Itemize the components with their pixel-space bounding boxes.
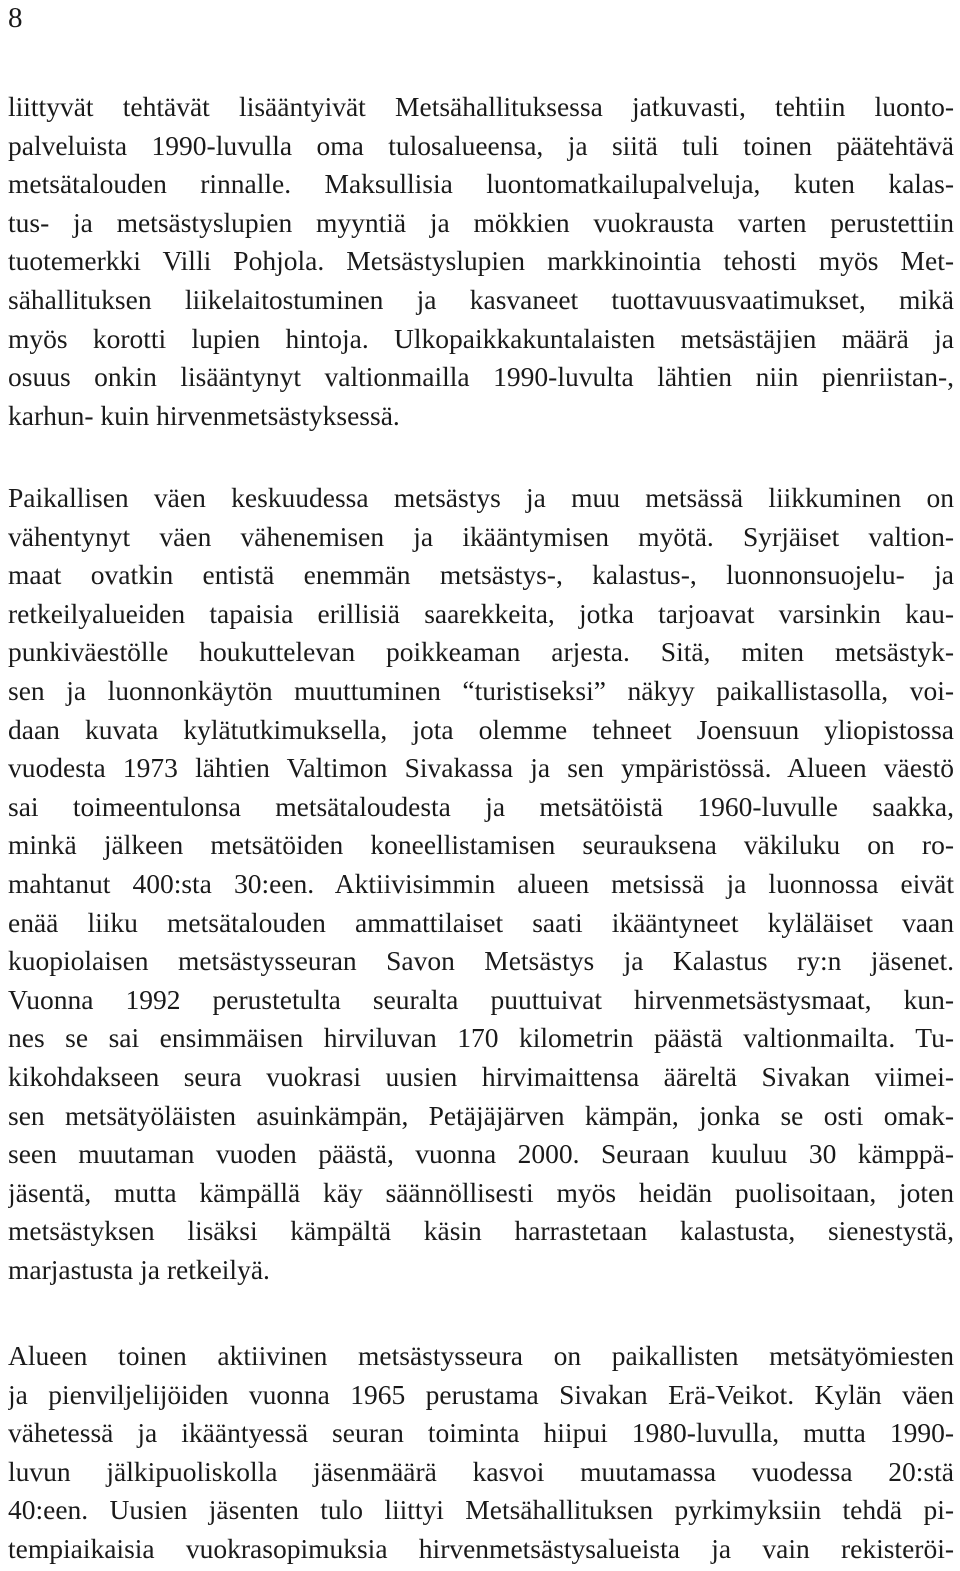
text-line: myös korotti lupien hintoja. Ulkopaikkakuntalaisten metsästäjien määrä ja xyxy=(8,322,954,354)
text-line: tuotemerkki Villi Pohjola. Metsästyslupien markkinointia tehosti myös Met- xyxy=(8,245,954,277)
text-line: tus- ja metsästyslupien myyntiä ja mökkien vuokrausta varten perustettiin xyxy=(8,206,954,238)
text-line: Paikallisen väen keskuudessa metsästys ja muu metsässä liikkuminen on xyxy=(8,482,954,513)
text-line: sai toimeentulonsa metsätaloudesta ja metsätöistä 1960-luvulle saakka, xyxy=(8,790,954,822)
text-line: sähallituksen liikelaitostuminen ja kasvaneet tuottavuusvaatimukset, mikä xyxy=(8,283,954,315)
text-line: metsästyksen lisäksi kämpältä käsin harrastetaan kalastusta, sienestystä, xyxy=(8,1215,954,1247)
paragraph-3 xyxy=(8,1337,954,1569)
text-line: osuus onkin lisääntynyt valtionmailla 1990-luvulta lähtien niin pienriistan-, xyxy=(8,361,954,393)
text-line: punkiväestölle houkuttelevan poikkeaman arjesta. Sitä, miten metsästyk- xyxy=(8,636,954,668)
text-line: tempiaikaisia vuokrasopimuksia hirvenmetsästysalueista ja vain rekisteröi- xyxy=(8,1532,954,1564)
text-line: liittyvät tehtävät lisääntyivät Metsähallituksessa jatkuvasti, tehtiin luonto- xyxy=(8,91,954,122)
paragraph-1 xyxy=(8,88,954,435)
text-line: ja pienviljelijöiden vuonna 1965 perustama Sivakan Erä-Veikot. Kylän väen xyxy=(8,1378,954,1410)
text-line: Alueen toinen aktiivinen metsästysseura on paikallisten metsätyömiesten xyxy=(8,1340,954,1371)
text-line: metsätalouden rinnalle. Maksullisia luontomatkailupalveluja, kuten kalas- xyxy=(8,168,954,200)
text-line: maat ovatkin entistä enemmän metsästys-, kalastus-, luonnonsuojelu- ja xyxy=(8,559,954,591)
text-line: vuodesta 1973 lähtien Valtimon Sivakassa ja sen ympäristössä. Alueen väestö xyxy=(8,752,954,784)
text-line: sen ja luonnonkäytön muuttuminen “turistiseksi” näkyy paikallistasolla, voi- xyxy=(8,674,954,706)
text-line: palveluista 1990-luvulla oma tulosalueensa, ja siitä tuli toinen päätehtävä xyxy=(8,129,954,161)
text-line: marjastusta ja retkeilyä. xyxy=(8,1253,270,1285)
text-line: minkä jälkeen metsätöiden koneellistamisen seurauksena väkiluku on ro- xyxy=(8,829,954,861)
text-line: daan kuvata kylätutkimuksella, jota olemme tehneet Joensuun yliopistossa xyxy=(8,713,954,745)
text-line: vähentynyt väen vähenemisen ja ikääntymisen myötä. Syrjäiset valtion- xyxy=(8,520,954,552)
text-line: enää liiku metsätalouden ammattilaiset saati ikääntyneet kyläläiset vaan xyxy=(8,906,954,938)
text-line: kuopiolaisen metsästysseuran Savon Metsästys ja Kalastus ry:n jäsenet. xyxy=(8,945,954,977)
text-line: vähetessä ja ikääntyessä seuran toiminta hiipui 1980-luvulla, mutta 1990- xyxy=(8,1417,954,1449)
paragraph-2 xyxy=(8,479,954,1289)
page-number: 8 xyxy=(8,2,23,34)
text-line: sen metsätyöläisten asuinkämpän, Petäjäjärven kämpän, jonka se osti omak- xyxy=(8,1099,954,1131)
text-line: jäsentä, mutta kämpällä käy säännöllisesti myös heidän puolisoitaan, joten xyxy=(8,1176,954,1208)
text-line: karhun- kuin hirvenmetsästyksessä. xyxy=(8,399,400,431)
text-line: mahtanut 400:sta 30:een. Aktiivisimmin alueen metsissä ja luonnossa eivät xyxy=(8,867,954,899)
text-line: retkeilyalueiden tapaisia erillisiä saarekkeita, jotka tarjoavat varsinkin kau- xyxy=(8,597,954,629)
text-line: kikohdakseen seura vuokrasi uusien hirvimaittensa ääreltä Sivakan viimei- xyxy=(8,1060,954,1092)
text-line: seen muutaman vuoden päästä, vuonna 2000. Seuraan kuuluu 30 kämppä- xyxy=(8,1138,954,1170)
text-line: nes se sai ensimmäisen hirviluvan 170 kilometrin päästä valtionmailta. Tu- xyxy=(8,1022,954,1054)
text-line: 40:een. Uusien jäsenten tulo liittyi Metsähallituksen pyrkimyksiin tehdä pi- xyxy=(8,1494,954,1526)
text-line: Vuonna 1992 perustetulta seuralta puuttuivat hirvenmetsästysmaat, kun- xyxy=(8,983,954,1015)
text-line: luvun jälkipuoliskolla jäsenmäärä kasvoi muutamassa vuodessa 20:stä xyxy=(8,1455,954,1487)
